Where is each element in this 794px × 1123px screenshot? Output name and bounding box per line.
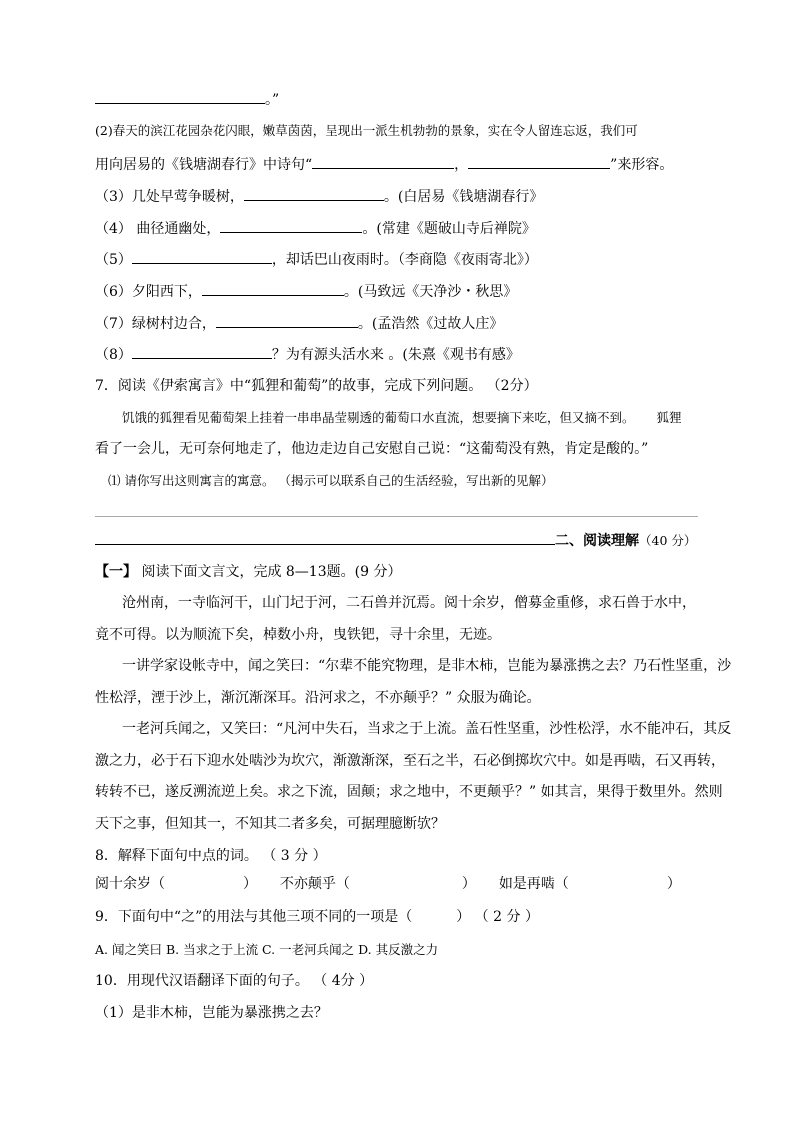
answer-blank[interactable]: [220, 218, 362, 233]
section-2-header: 二、阅读理解（40 分）: [95, 530, 696, 551]
line-q6: （6）夕阳西下， 。(马致远《天净沙・秋思》: [95, 281, 517, 302]
answer-blank[interactable]: [132, 249, 272, 264]
passage-p2-a: 一讲学家设帐寺中，闻之笑曰：“尔辈不能究物理，是非木柿，岂能为暴涨携之去？乃石性坚重，沙: [122, 658, 732, 674]
question-7-1: ⑴ 请你写出这则寓言的寓意。 （揭示可以联系自己的生活经验，写出新的见解）: [108, 473, 554, 488]
answer-blank[interactable]: [202, 281, 344, 296]
line-q1-end: 。”: [95, 89, 279, 110]
question-10-title: 10．用现代汉语翻译下面的句子。 （ 4分 ）: [95, 973, 374, 989]
line-q2-b: 用向居易的《钱塘湖春行》中诗句“ ， ”来形容。: [95, 154, 673, 175]
question-7-title: 7．阅读《伊索寓言》中“狐狸和葡萄”的故事，完成下列问题。 （2分）: [95, 378, 538, 394]
line-q4: （4） 曲径通幽处， 。(常建《题破山寺后禅院》: [95, 218, 536, 239]
answer-blank[interactable]: [312, 154, 454, 169]
fable-line-1: 饥饿的狐狸看见葡萄架上挂着一串串晶莹剔透的葡萄口水直流，想要摘下来吃，但又摘不到。 狐狸: [122, 410, 682, 425]
question-10-1: （1）是非木柿，岂能为暴涨携之去？: [95, 1005, 328, 1021]
question-8-items: 阅十余岁（ ） 不亦颠乎（ ） 如是再啮（ ）: [95, 876, 681, 892]
passage-p1-b: 竟不可得。以为顺流下矣，棹数小舟，曳铁钯，寻十余里，无迹。: [95, 627, 501, 643]
header-rule: [95, 530, 555, 545]
passage-p3-c: 转转不已，遂反溯流逆上矣。求之下流，固颠；求之地中，不更颠乎？” 如其言，果得于数里外。然则: [95, 784, 723, 800]
passage-p2-b: 性松浮，湮于沙上，渐沉渐深耳。沿河求之，不亦颠乎？” 众服为确论。: [95, 690, 541, 706]
passage-p3-b: 激之力，必于石下迎水处啮沙为坎穴，渐激渐深，至石之半，石必倒掷坎穴中。如是再啮，石又再转，: [95, 753, 725, 769]
divider-line: [95, 516, 698, 517]
answer-blank[interactable]: [244, 186, 384, 201]
question-8-title: 8．解释下面句中点的词。 （ 3 分 ）: [95, 848, 327, 864]
line-q3: （3）几处早莺争暖树， 。(白居易《钱塘湖春行》: [95, 186, 543, 207]
passage-p1-a: 沧州南，一寺临河干，山门圮于河，二石兽并沉焉。阅十余岁，僧募金重修，求石兽于水中，: [122, 595, 696, 611]
passage-p3-a: 一老河兵闻之，又笑曰：“凡河中失石，当求之于上流。盖石性坚重，沙性松浮，水不能冲石，其反: [122, 721, 732, 737]
line-q7-poem: （7）绿树村边合， 。(孟浩然《过故人庄》: [95, 313, 503, 334]
answer-blank[interactable]: [132, 344, 272, 359]
answer-blank[interactable]: [216, 313, 358, 328]
part-1-heading: 【一】 阅读下面文言文，完成 8—13题。(9 分）: [95, 564, 402, 580]
question-9-title: 9．下面句中“之”的用法与其他三项不同的一项是（ ） （ 2 分 ）: [95, 909, 539, 925]
line-q8-poem: （8） ？为有源头活水来 。(朱熹《观书有感》: [95, 344, 520, 365]
answer-blank[interactable]: [95, 89, 265, 104]
answer-blank[interactable]: [468, 154, 610, 169]
passage-p3-d: 天下之事，但知其一，不知其二者多矣，可据理臆断欤？: [95, 816, 445, 832]
line-q5: （5） ，却话巴山夜雨时。（李商隐《夜雨寄北》）: [95, 249, 538, 270]
question-9-options: A. 闻之笑曰 B. 当求之于上流 C. 一老河兵闻之 D. 其反激之力: [95, 942, 439, 957]
fable-line-2: 看了一会儿，无可奈何地走了，他边走边自己安慰自己说：“这葡萄没有熟，肯定是酸的。”: [95, 441, 649, 457]
line-q2-a: (2)春天的滨江花园杂花闪眼，嫩草茵茵，呈现出一派生机勃勃的景象，实在令人留连忘返，我们可: [95, 123, 638, 138]
